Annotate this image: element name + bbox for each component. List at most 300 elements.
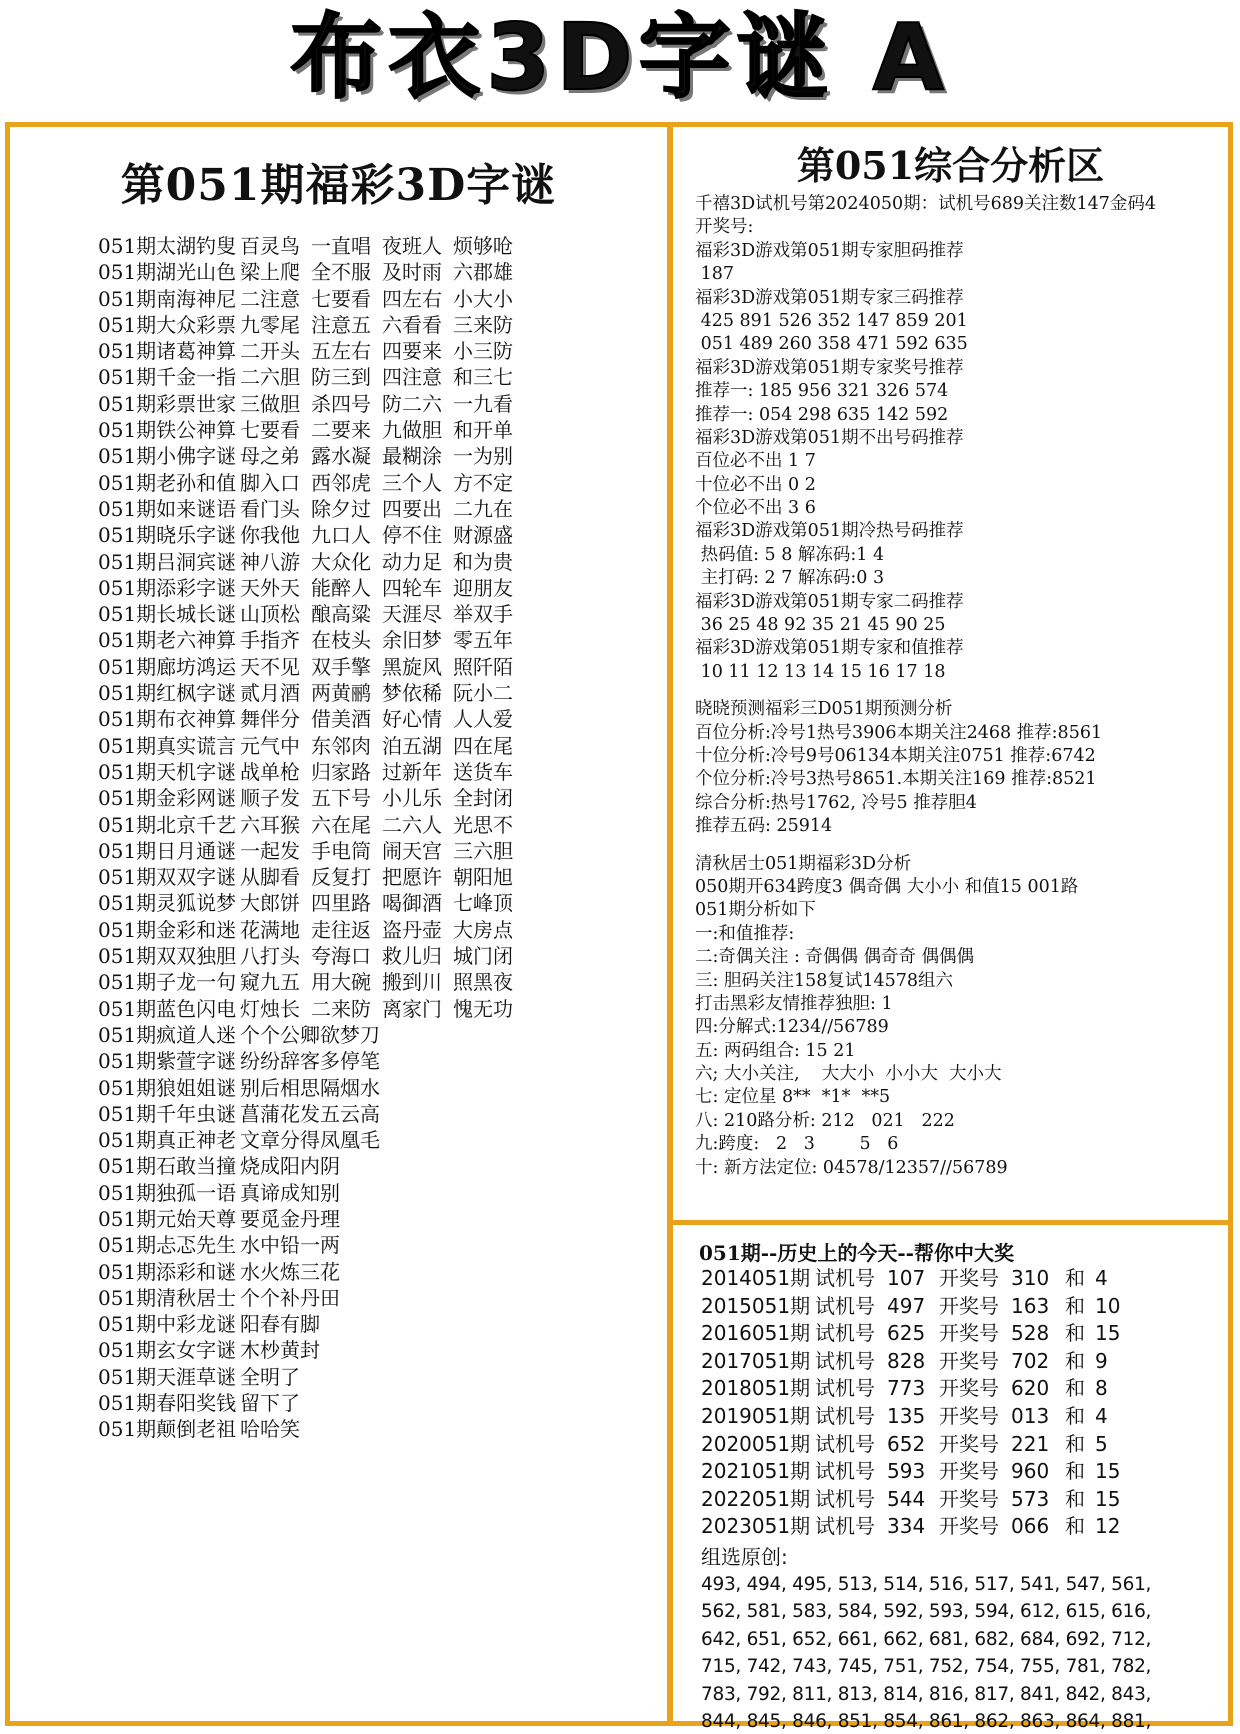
draw-label: 开奖号 [939,1431,999,1456]
riddle-row [98,1153,618,1179]
sum-label: 和 [1065,1348,1085,1373]
riddle-row [98,1180,618,1206]
trial-label: 试机号 [815,1376,875,1401]
riddle-source: 051期颠倒老祖 [98,1417,237,1442]
trial-label: 试机号 [815,1486,875,1511]
sum-value: 5 [1095,1431,1108,1456]
history-row [701,1513,1221,1541]
draw-number: 528 [1011,1321,1050,1346]
riddle-source: 051期灵狐说梦 [98,891,237,916]
riddle-clue: 归家路 [311,759,371,784]
riddle-source: 051期廊坊鸿运 [98,654,237,679]
riddle-row [98,1206,618,1232]
riddle-clue: 从脚看 [240,865,300,890]
riddle-clue: 迎朋友 [453,575,513,600]
riddle-row [98,996,618,1022]
riddle-clue: 看门头 [240,496,300,521]
history-panel [668,1220,1233,1732]
analysis-line: 一:和值推荐: [695,923,795,944]
draw-label: 开奖号 [939,1486,999,1511]
trial-label: 试机号 [815,1514,875,1539]
riddle-clue: 五下号 [311,786,371,811]
riddle-clue: 八打头 [240,944,300,969]
trial-number: 334 [887,1514,926,1539]
riddle-row [98,1285,618,1311]
analysis-line: 九:跨度: 2 3 5 6 [695,1134,899,1155]
analysis-line: 051 489 260 358 471 592 635 [695,334,968,355]
riddle-clue: 木杪黄封 [240,1338,320,1363]
riddle-row [98,785,618,811]
analysis-line: 七: 定位星 8** *1* **5 [695,1087,891,1108]
riddle-source: 051期小佛字谜 [98,444,237,469]
riddle-clue: 二六胆 [240,365,300,390]
riddle-source: 051期疯道人迷 [98,1022,237,1047]
riddle-source: 051期金彩和迷 [98,917,237,942]
riddle-clue: 财源盛 [453,523,513,548]
trial-number: 828 [887,1348,926,1373]
history-row [701,1293,1221,1321]
riddle-clue: 顺子发 [240,786,300,811]
page-logo: 布衣3D字谜 A [290,4,950,111]
riddle-clue: 九做胆 [382,418,442,443]
analysis-line: 福彩3D游戏第051期专家奖号推荐 [695,357,964,378]
riddle-clue: 元气中 [240,733,300,758]
history-period: 2023051期 [701,1514,811,1539]
riddle-clue: 六看看 [382,312,442,337]
sum-label: 和 [1065,1486,1085,1511]
riddle-panel [5,122,672,1726]
riddle-row [98,1101,618,1127]
analysis-line: 福彩3D游戏第051期不出号码推荐 [695,427,964,448]
riddle-clue: 杀四号 [311,391,371,416]
riddle-clue: 天不见 [240,654,300,679]
riddle-clue: 菖蒲花发五云高 [240,1101,380,1126]
riddle-clue: 举双手 [453,602,513,627]
riddle-row [98,680,618,706]
riddle-row [98,549,618,575]
trial-label: 试机号 [815,1348,875,1373]
riddle-row [98,522,618,548]
riddle-clue: 全封闭 [453,786,513,811]
analysis-panel-title: 第051综合分析区 [796,143,1105,188]
riddle-source: 051期双双字谜 [98,865,237,890]
riddle-row [98,1337,618,1363]
draw-number: 221 [1011,1431,1050,1456]
riddle-clue: 神八游 [240,549,300,574]
sum-value: 4 [1095,1403,1108,1428]
riddle-clue: 盗丹壶 [382,917,442,942]
analysis-line: 打击黑彩友情推荐独胆: 1 [695,993,893,1014]
group-number-line: 783, 792, 811, 813, 814, 816, 817, 841, 842, 843, [701,1683,1152,1705]
history-period: 2014051期 [701,1266,811,1290]
sum-value: 9 [1095,1348,1108,1373]
draw-label: 开奖号 [939,1293,999,1318]
sum-value: 4 [1095,1266,1108,1290]
riddle-source: 051期春阳奖钱 [98,1391,237,1416]
riddle-row [98,364,618,390]
riddle-clue: 灯烛长 [240,996,300,1021]
analysis-line: 百位必不出 1 7 [695,451,816,472]
riddle-clue: 三来防 [453,312,513,337]
riddle-clue: 防三到 [311,365,371,390]
riddle-source: 051期大众彩票 [98,312,237,337]
riddle-clue: 水火炼三花 [240,1259,340,1284]
riddle-row [98,338,618,364]
sum-value: 10 [1095,1293,1121,1318]
riddle-clue: 送货车 [453,759,513,784]
analysis-line: 福彩3D游戏第051期专家三码推荐 [695,287,964,308]
riddle-row [98,627,618,653]
riddle-clue: 手指齐 [240,628,300,653]
sum-label: 和 [1065,1459,1085,1484]
riddle-clue: 花满地 [240,917,300,942]
riddle-clue: 一九看 [453,391,513,416]
riddle-clue: 露水凝 [311,444,371,469]
riddle-clue: 闹天宫 [382,838,442,863]
riddle-clue: 大众化 [311,549,371,574]
riddle-source: 051期湖光山色 [98,260,237,285]
analysis-line: 十位必不出 0 2 [695,474,816,495]
riddle-clue: 全不服 [311,260,371,285]
group-label: 组选原创: [701,1544,788,1569]
riddle-clue: 离家门 [382,996,442,1021]
riddle-clue: 小儿乐 [382,786,442,811]
history-period: 2020051期 [701,1431,811,1456]
sum-value: 15 [1095,1486,1121,1511]
draw-number: 066 [1011,1514,1050,1539]
header [0,0,1240,118]
riddle-clue: 最糊涂 [382,444,442,469]
riddle-clue: 你我他 [240,523,300,548]
riddle-row [98,496,618,522]
analysis-line: 推荐一: 185 956 321 326 574 [695,381,949,402]
riddle-source: 051期双双独胆 [98,944,237,969]
riddle-clue: 动力足 [382,549,442,574]
group-number-line: 562, 581, 583, 584, 592, 593, 594, 612, 615, 616, [701,1601,1152,1623]
riddle-row [98,601,618,627]
riddle-clue: 黑旋风 [382,654,442,679]
riddle-clue: 三做胆 [240,391,300,416]
riddle-clue: 二九在 [453,496,513,521]
riddle-source: 051期金彩网谜 [98,786,237,811]
draw-label: 开奖号 [939,1266,999,1290]
riddle-clue: 舞伴分 [240,707,300,732]
riddle-clue: 救儿归 [382,944,442,969]
trial-label: 试机号 [815,1431,875,1456]
riddle-row [98,259,618,285]
riddle-source: 051期子龙一句 [98,970,237,995]
group-number-line: 642, 651, 652, 661, 662, 681, 682, 684, 692, 712, [701,1628,1152,1650]
sum-label: 和 [1065,1431,1085,1456]
riddle-clue: 小三防 [453,339,513,364]
sum-value: 8 [1095,1376,1108,1401]
analysis-line: 十位分析:冷号9号06134本期关注0751 推荐:6742 [695,745,1096,766]
riddle-clue: 和为贵 [453,549,513,574]
riddle-clue: 全明了 [240,1364,300,1389]
analysis-line: 五: 两码组合: 15 21 [695,1040,856,1061]
riddle-row [98,1259,618,1285]
riddle-clue: 光思不 [453,812,513,837]
riddle-row [98,969,618,995]
riddle-source: 051期独孤一语 [98,1180,237,1205]
riddle-clue: 把愿许 [382,865,442,890]
riddle-clue: 真谛成知别 [240,1180,340,1205]
riddle-source: 051期中彩龙谜 [98,1312,237,1337]
trial-number: 625 [887,1321,926,1346]
analysis-line: 主打码: 2 7 解冻码:0 3 [695,568,885,589]
riddle-clue: 西邻虎 [311,470,371,495]
riddle-clue: 能醉人 [311,575,371,600]
riddle-clue: 二六人 [382,812,442,837]
riddle-clue: 脚入口 [240,470,300,495]
riddle-source: 051期添彩字谜 [98,575,237,600]
riddle-clue: 留下了 [240,1391,300,1416]
riddle-row [98,1075,618,1101]
history-period: 2018051期 [701,1376,811,1401]
riddle-row [98,759,618,785]
riddle-source: 051期元始天尊 [98,1206,237,1231]
trial-label: 试机号 [815,1459,875,1484]
sum-value: 12 [1095,1514,1121,1539]
riddle-source: 051期吕洞宾谜 [98,549,237,574]
riddle-clue: 文章分得凤凰毛 [240,1128,380,1153]
riddle-clue: 反复打 [311,865,371,890]
riddle-clue: 四在尾 [453,733,513,758]
sum-label: 和 [1065,1403,1085,1428]
riddle-clue: 借美酒 [311,707,371,732]
analysis-line: 050期开634跨度3 偶奇偶 大小小 和值15 001路 [695,876,1079,897]
riddle-clue: 东邻肉 [311,733,371,758]
history-row [701,1348,1221,1376]
trial-number: 497 [887,1293,926,1318]
riddle-row [98,417,618,443]
analysis-line: 福彩3D游戏第051期冷热号码推荐 [695,521,964,542]
riddle-clue: 过新年 [382,759,442,784]
riddle-clue: 除夕过 [311,496,371,521]
riddle-row [98,575,618,601]
analysis-panel [668,122,1233,1225]
riddle-clue: 防二六 [382,391,442,416]
riddle-source: 051期狼姐姐谜 [98,1075,237,1100]
riddle-clue: 战单枪 [240,759,300,784]
riddle-clue: 余旧梦 [382,628,442,653]
history-row [701,1431,1221,1459]
riddle-clue: 烧成阳内阴 [240,1154,340,1179]
riddle-clue: 纷纷辞客多停笔 [240,1049,380,1074]
analysis-line: 187 [695,264,734,285]
riddle-row [98,943,618,969]
draw-number: 702 [1011,1348,1050,1373]
riddle-list [98,233,618,1443]
riddle-clue: 天外天 [240,575,300,600]
analysis-line: 推荐五码: 25914 [695,816,833,837]
riddle-clue: 夸海口 [311,944,371,969]
sum-label: 和 [1065,1376,1085,1401]
riddle-row [98,1364,618,1390]
riddle-clue: 六在尾 [311,812,371,837]
trial-number: 135 [887,1403,926,1428]
analysis-line: 晓晓预测福彩三D051期预测分析 [695,699,953,720]
riddle-clue: 二开头 [240,339,300,364]
analysis-line: 二:奇偶关注 : 奇偶偶 偶奇奇 偶偶偶 [695,947,975,968]
trial-label: 试机号 [815,1403,875,1428]
riddle-source: 051期真正神老 [98,1128,237,1153]
draw-label: 开奖号 [939,1321,999,1346]
trial-label: 试机号 [815,1293,875,1318]
riddle-clue: 一为别 [453,444,513,469]
riddle-source: 051期如来谜语 [98,496,237,521]
history-period: 2017051期 [701,1348,811,1373]
riddle-source: 051期石敢当撞 [98,1154,237,1179]
riddle-source: 051期千年虫谜 [98,1101,237,1126]
draw-label: 开奖号 [939,1348,999,1373]
history-panel-title: 051期--历史上的今天--帮你中大奖 [699,1241,1014,1265]
draw-number: 573 [1011,1486,1050,1511]
riddle-clue: 贰月酒 [240,681,300,706]
analysis-line: 十: 新方法定位: 04578/12357//56789 [695,1157,1008,1178]
riddle-clue: 梦依稀 [382,681,442,706]
riddle-clue: 四要出 [382,496,442,521]
riddle-clue: 人人爱 [453,707,513,732]
analysis-line: 综合分析:热号1762, 冷号5 推荐胆4 [695,792,977,813]
analysis-line: 千禧3D试机号第2024050期：试机号689关注数147金码4 [695,194,1157,214]
riddle-clue: 三个人 [382,470,442,495]
analysis-line: 推荐一: 054 298 635 142 592 [695,404,949,425]
riddle-clue: 注意五 [311,312,371,337]
riddle-clue: 阮小二 [453,681,513,706]
riddle-clue: 一起发 [240,838,300,863]
group-number-line: 715, 742, 743, 745, 751, 752, 754, 755, 781, 782, [701,1656,1152,1678]
analysis-line: 福彩3D游戏第051期专家胆码推荐 [695,240,964,261]
riddle-row [98,1127,618,1153]
riddle-source: 051期千金一指 [98,365,237,390]
riddle-row [98,706,618,732]
riddle-clue: 三六胆 [453,838,513,863]
riddle-row [98,1390,618,1416]
riddle-clue: 泊五湖 [382,733,442,758]
draw-label: 开奖号 [939,1376,999,1401]
riddle-clue: 朝阳旭 [453,865,513,890]
riddle-clue: 九口人 [311,523,371,548]
riddle-clue: 窥九五 [240,970,300,995]
history-period: 2021051期 [701,1459,811,1484]
riddle-clue: 阳春有脚 [240,1312,320,1337]
riddle-source: 051期彩票世家 [98,391,237,416]
riddle-clue: 两黄鹂 [311,681,371,706]
block-gap [695,684,1225,698]
sum-label: 和 [1065,1514,1085,1539]
riddle-row [98,1232,618,1258]
riddle-clue: 用大碗 [311,970,371,995]
analysis-line: 个位必不出 3 6 [695,498,816,519]
history-row [701,1458,1221,1486]
analysis-line: 八: 210路分析: 212 021 222 [695,1110,955,1131]
riddle-clue: 手电筒 [311,838,371,863]
riddle-row [98,443,618,469]
riddle-clue: 喝御酒 [382,891,442,916]
riddle-source: 051期铁公神算 [98,418,237,443]
riddle-row [98,890,618,916]
riddle-source: 051期老六神算 [98,628,237,653]
trial-label: 试机号 [815,1321,875,1346]
riddle-clue: 四要来 [382,339,442,364]
riddle-source: 051期日月通谜 [98,838,237,863]
analysis-line: 051期分析如下 [695,900,816,921]
riddle-clue: 百灵鸟 [240,234,300,258]
analysis-line: 四:分解式:1234//56789 [695,1017,889,1038]
riddle-source: 051期清秋居士 [98,1285,237,1310]
riddle-clue: 梁上爬 [240,260,300,285]
riddle-clue: 照阡陌 [453,654,513,679]
riddle-clue: 七峰顶 [453,891,513,916]
draw-label: 开奖号 [939,1403,999,1428]
riddle-source: 051期布衣神算 [98,707,237,732]
riddle-row [98,391,618,417]
riddle-clue: 七要看 [311,286,371,311]
riddle-clue: 别后相思隔烟水 [240,1075,380,1100]
riddle-clue: 酿高粱 [311,602,371,627]
history-row [701,1486,1221,1514]
riddle-clue: 九零尾 [240,312,300,337]
block-gap [695,839,1225,853]
riddle-clue: 烦够呛 [453,234,513,258]
riddle-source: 051期玄女字谜 [98,1338,237,1363]
riddle-clue: 好心情 [382,707,442,732]
riddle-clue: 大房点 [453,917,513,942]
riddle-clue: 六耳猴 [240,812,300,837]
riddle-row [98,312,618,338]
riddle-clue: 方不定 [453,470,513,495]
riddle-clue: 走往返 [311,917,371,942]
draw-label: 开奖号 [939,1514,999,1539]
riddle-clue: 四注意 [382,365,442,390]
riddle-clue: 和三七 [453,365,513,390]
riddle-row [98,812,618,838]
riddle-clue: 一直唱 [311,234,371,258]
riddle-clue: 山顶松 [240,602,300,627]
history-period: 2022051期 [701,1486,811,1511]
riddle-clue: 个个补丹田 [240,1285,340,1310]
analysis-line: 清秋居士051期福彩3D分析 [695,853,912,874]
riddle-clue: 和开单 [453,418,513,443]
riddle-clue: 母之弟 [240,444,300,469]
riddle-row [98,654,618,680]
riddle-row [98,1048,618,1074]
riddle-clue: 要觅金丹理 [240,1206,340,1231]
riddle-source: 051期晓乐字谜 [98,523,237,548]
riddle-source: 051期蓝色闪电 [98,996,237,1021]
riddle-clue: 天涯尽 [382,602,442,627]
draw-number: 163 [1011,1293,1050,1318]
riddle-source: 051期添彩和谜 [98,1259,237,1284]
riddle-clue: 搬到川 [382,970,442,995]
riddle-clue: 二来防 [311,996,371,1021]
history-row [701,1320,1221,1348]
analysis-line: 36 25 48 92 35 21 45 90 25 [695,615,946,636]
group-number-line: 493, 494, 495, 513, 514, 516, 517, 541, 547, 561, [701,1573,1152,1595]
riddle-source: 051期天机字谜 [98,759,237,784]
riddle-row [98,1416,618,1442]
trial-number: 107 [887,1266,926,1290]
riddle-clue: 四里路 [311,891,371,916]
analysis-line: 热码值: 5 8 解冻码:1 4 [695,544,885,565]
riddle-source: 051期长城长谜 [98,602,237,627]
riddle-row [98,838,618,864]
riddle-row [98,733,618,759]
analysis-content [695,193,1225,1180]
riddle-row [98,1022,618,1048]
draw-number: 310 [1011,1266,1050,1290]
